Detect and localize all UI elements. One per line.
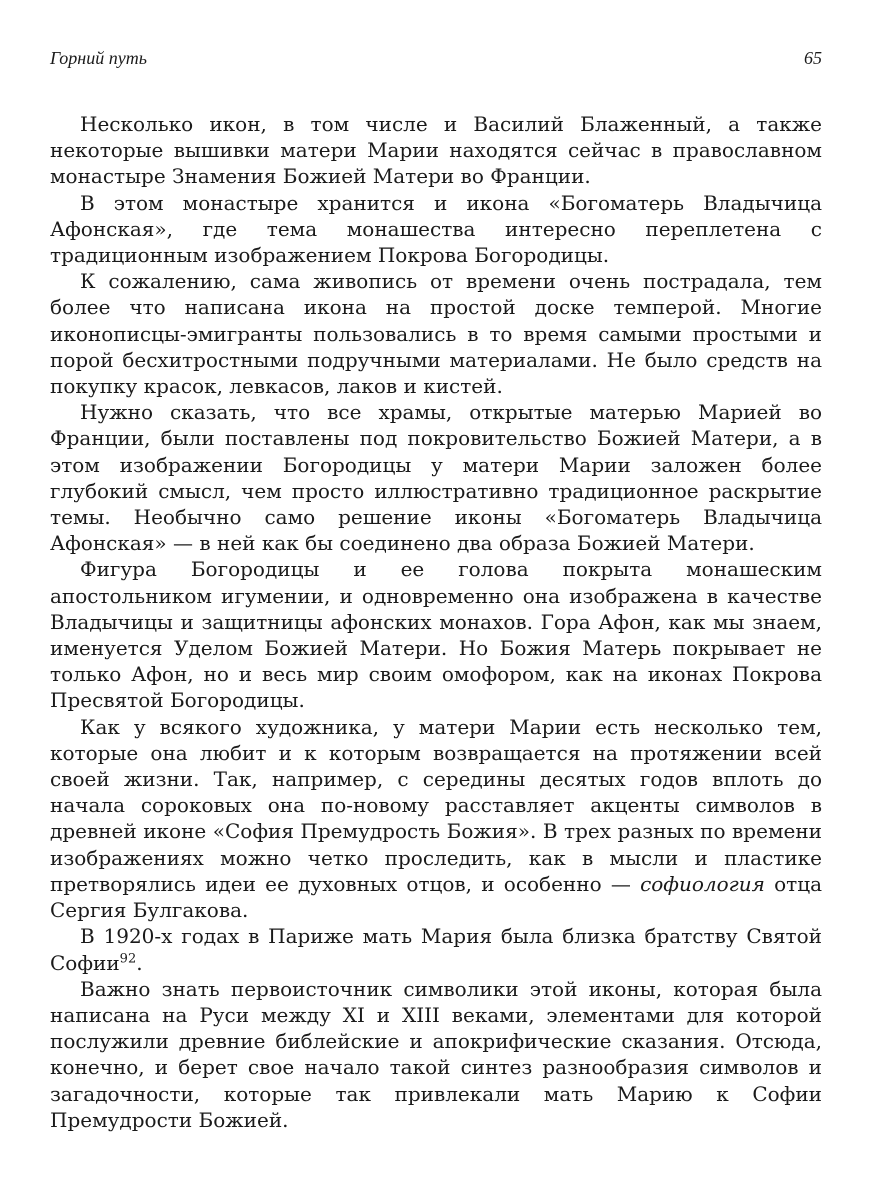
paragraph-text: отца Сергия Булгакова. [50,871,822,923]
paragraph [50,714,822,924]
paragraph: Нужно сказать, что все храмы, открытые матерью Марией во Франции, были поставлены под покровительство Божией Матери, а в этом изображении Богородицы у матери Марии заложен более глубокий смысл, чем просто иллюстративно традиционное раскрытие темы. Необычно само решение иконы «Богоматерь Владычица Афонская» — в ней как бы соединено два образа Божией Матери. [50,400,822,556]
body-text [50,111,822,1133]
running-title: Горний путь [50,48,147,68]
paragraph-text: В 1920-х годах в Париже мать Мария была близка братству Святой Софии [50,924,822,975]
paragraph [50,923,822,975]
paragraph: Важно знать первоисточник символики этой иконы, которая была написана на Руси между XI и XIII веками, элементами для которой послужили древние библейские и апокрифические сказания. Отсюда, конечно, и берет свое начало такой синтез разнообразия символов и загадочности, которые так привлекали мать Марию к Софии Премудрости Божией. [50,976,823,1132]
paragraph: Фигура Богородицы и ее голова покрыта монашеским апостольником игумении, и одновременно она изображена в качестве Владычицы и защитницы афонских монахов. Гора Афон, как мы знаем, именуется Уделом Божией Матери. Но Божия Матерь покрывает не только Афон, но и весь мир своим омофором, как на иконах Покрова Пресвятой Богородицы. [50,557,822,713]
paragraph: В этом монастыре хранится и икона «Богоматерь Владычица Афонская», где тема монашества интересно переплетена с традиционным изображением Покрова Богородицы. [50,190,822,268]
emphasized-term: софиология [640,871,765,896]
page-number: 65 [804,48,822,68]
footnote-reference[interactable]: 92 [119,950,137,966]
paragraph: К сожалению, сама живопись от времени очень пострадала, тем более что написана икона на простой доске темперой. Многие иконописцы-эмигранты пользовались в то время самыми простыми и порой бесхитростными подручными материалами. Не было средств на покупку красок, левкасов, лаков и кистей. [50,269,822,399]
paragraph-text: . [136,950,143,975]
paragraph: Несколько икон, в том числе и Василий Блаженный, а также некоторые вышивки матери Марии находятся сейчас в православном монастыре Знамения Божией Матери во Франции. [50,112,822,189]
running-header [50,48,822,72]
paragraph-text: Как у всякого художника, у матери Марии есть несколько тем, которые она любит и к которым возвращается на протяжении всей своей жизни. Так, например, с середины десятых годов вплоть до начала сороковых она по-новому расставляет акценты символов в древней иконе «София Премудрость Божия». В трех разных по времени изображениях можно четко проследить, как в мысли и пластике претворялись идеи ее духовных отцов, и особенно — [50,714,822,896]
